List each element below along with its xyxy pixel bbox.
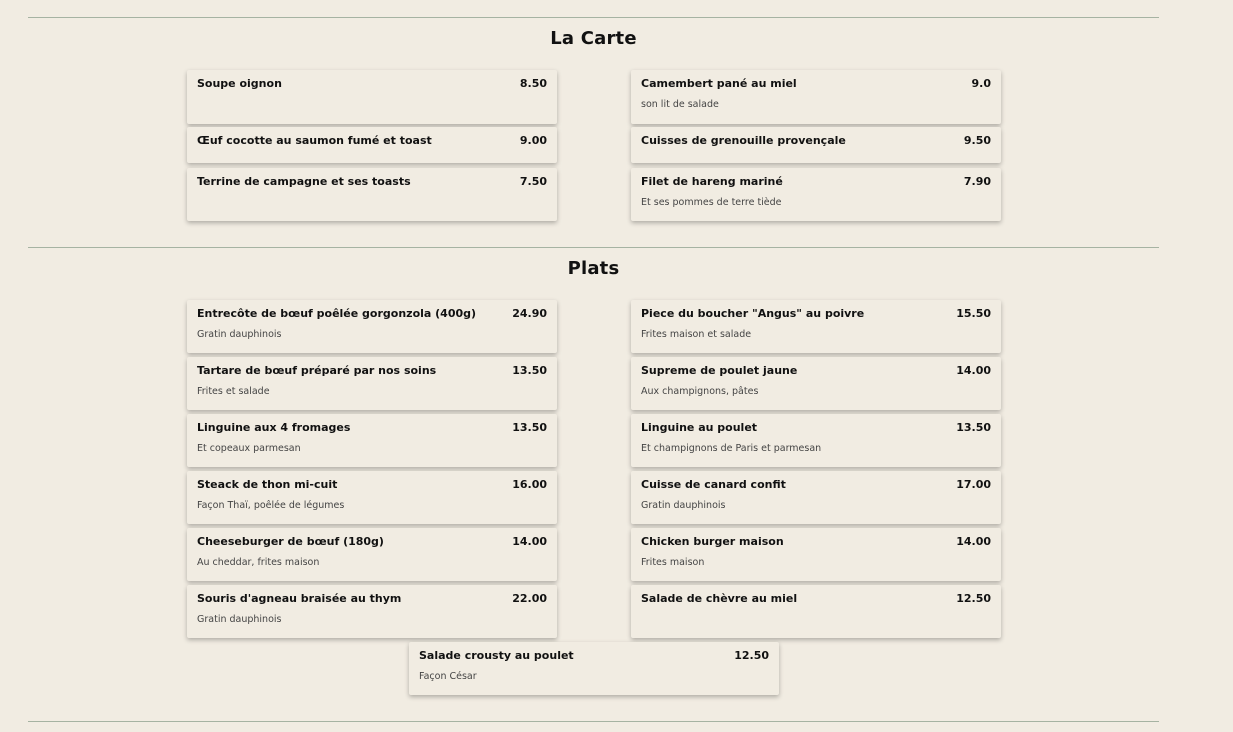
item-name: Cheeseburger de bœuf (180g): [197, 535, 384, 548]
item-description: Et champignons de Paris et parmesan: [641, 443, 822, 454]
menu-item[interactable]: [187, 471, 557, 524]
item-price: 9.00: [519, 134, 547, 147]
item-description: Gratin dauphinois: [197, 614, 282, 625]
item-name: Piece du boucher "Angus" au poivre: [641, 307, 865, 320]
item-price: 15.50: [956, 307, 991, 320]
menu-item[interactable]: [631, 127, 1001, 163]
item-name: Filet de hareng mariné: [641, 175, 783, 188]
menu-item[interactable]: [631, 70, 1001, 124]
item-description: Aux champignons, pâtes: [641, 386, 759, 397]
menu-item[interactable]: [187, 70, 557, 124]
menu-item[interactable]: [187, 300, 557, 353]
item-description: Au cheddar, frites maison: [197, 557, 320, 568]
item-description: son lit de salade: [641, 99, 719, 110]
item-name: Terrine de campagne et ses toasts: [197, 175, 411, 188]
item-description: Façon César: [419, 671, 477, 682]
menu-item[interactable]: [409, 642, 779, 695]
item-name: Cuisses de grenouille provençale: [641, 134, 846, 147]
menu-item[interactable]: [631, 168, 1001, 221]
menu-item[interactable]: [631, 357, 1001, 410]
menu-item[interactable]: [187, 414, 557, 467]
item-name: Cuisse de canard confit: [641, 478, 786, 491]
item-price: 16.00: [512, 478, 547, 491]
item-price: 17.00: [956, 478, 991, 491]
item-price: 12.50: [956, 592, 991, 605]
item-description: Et ses pommes de terre tiède: [641, 197, 782, 208]
item-name: Camembert pané au miel: [641, 77, 797, 90]
item-price: 12.50: [734, 649, 769, 662]
item-price: 7.50: [519, 175, 547, 188]
item-description: Façon Thaï, poêlée de légumes: [197, 500, 345, 511]
item-description: Et copeaux parmesan: [197, 443, 301, 454]
item-description: Gratin dauphinois: [641, 500, 726, 511]
menu-item[interactable]: [187, 168, 557, 221]
item-price: 9.0: [971, 77, 991, 90]
item-price: 9.50: [963, 134, 991, 147]
item-price: 22.00: [512, 592, 547, 605]
item-description: Frites maison et salade: [641, 329, 752, 340]
item-price: 14.00: [956, 364, 991, 377]
item-description: Frites et salade: [197, 386, 270, 397]
section-title-carte: La Carte: [550, 28, 637, 49]
item-name: Linguine au poulet: [641, 421, 758, 434]
item-price: 7.90: [963, 175, 991, 188]
item-price: 8.50: [519, 77, 547, 90]
item-description: Frites maison: [641, 557, 705, 568]
item-price: 24.90: [512, 307, 547, 320]
item-name: Chicken burger maison: [641, 535, 784, 548]
item-price: 14.00: [512, 535, 547, 548]
item-name: Souris d'agneau braisée au thym: [197, 592, 402, 605]
menu-item[interactable]: [631, 528, 1001, 581]
divider-top: [28, 17, 1159, 18]
item-name: Steack de thon mi-cuit: [197, 478, 338, 491]
menu-item[interactable]: [187, 585, 557, 638]
item-name: Soupe oignon: [197, 77, 282, 90]
item-price: 14.00: [956, 535, 991, 548]
item-description: Gratin dauphinois: [197, 329, 282, 340]
item-name: Entrecôte de bœuf poêlée gorgonzola (400g): [197, 307, 477, 320]
item-name: Supreme de poulet jaune: [641, 364, 798, 377]
item-name: Tartare de bœuf préparé par nos soins: [197, 364, 437, 377]
menu-item[interactable]: [631, 585, 1001, 638]
menu-item[interactable]: [631, 471, 1001, 524]
menu-item[interactable]: [631, 300, 1001, 353]
item-name: Œuf cocotte au saumon fumé et toast: [197, 134, 432, 147]
item-price: 13.50: [512, 421, 547, 434]
menu-item[interactable]: [187, 127, 557, 163]
menu-item[interactable]: [187, 357, 557, 410]
item-price: 13.50: [512, 364, 547, 377]
menu-item[interactable]: [631, 414, 1001, 467]
divider-bottom: [28, 721, 1159, 722]
item-name: Salade de chèvre au miel: [641, 592, 798, 605]
item-price: 13.50: [956, 421, 991, 434]
divider-middle: [28, 247, 1159, 248]
section-title-plats: Plats: [567, 258, 620, 279]
item-name: Linguine aux 4 fromages: [197, 421, 351, 434]
item-name: Salade crousty au poulet: [419, 649, 574, 662]
menu-item[interactable]: [187, 528, 557, 581]
